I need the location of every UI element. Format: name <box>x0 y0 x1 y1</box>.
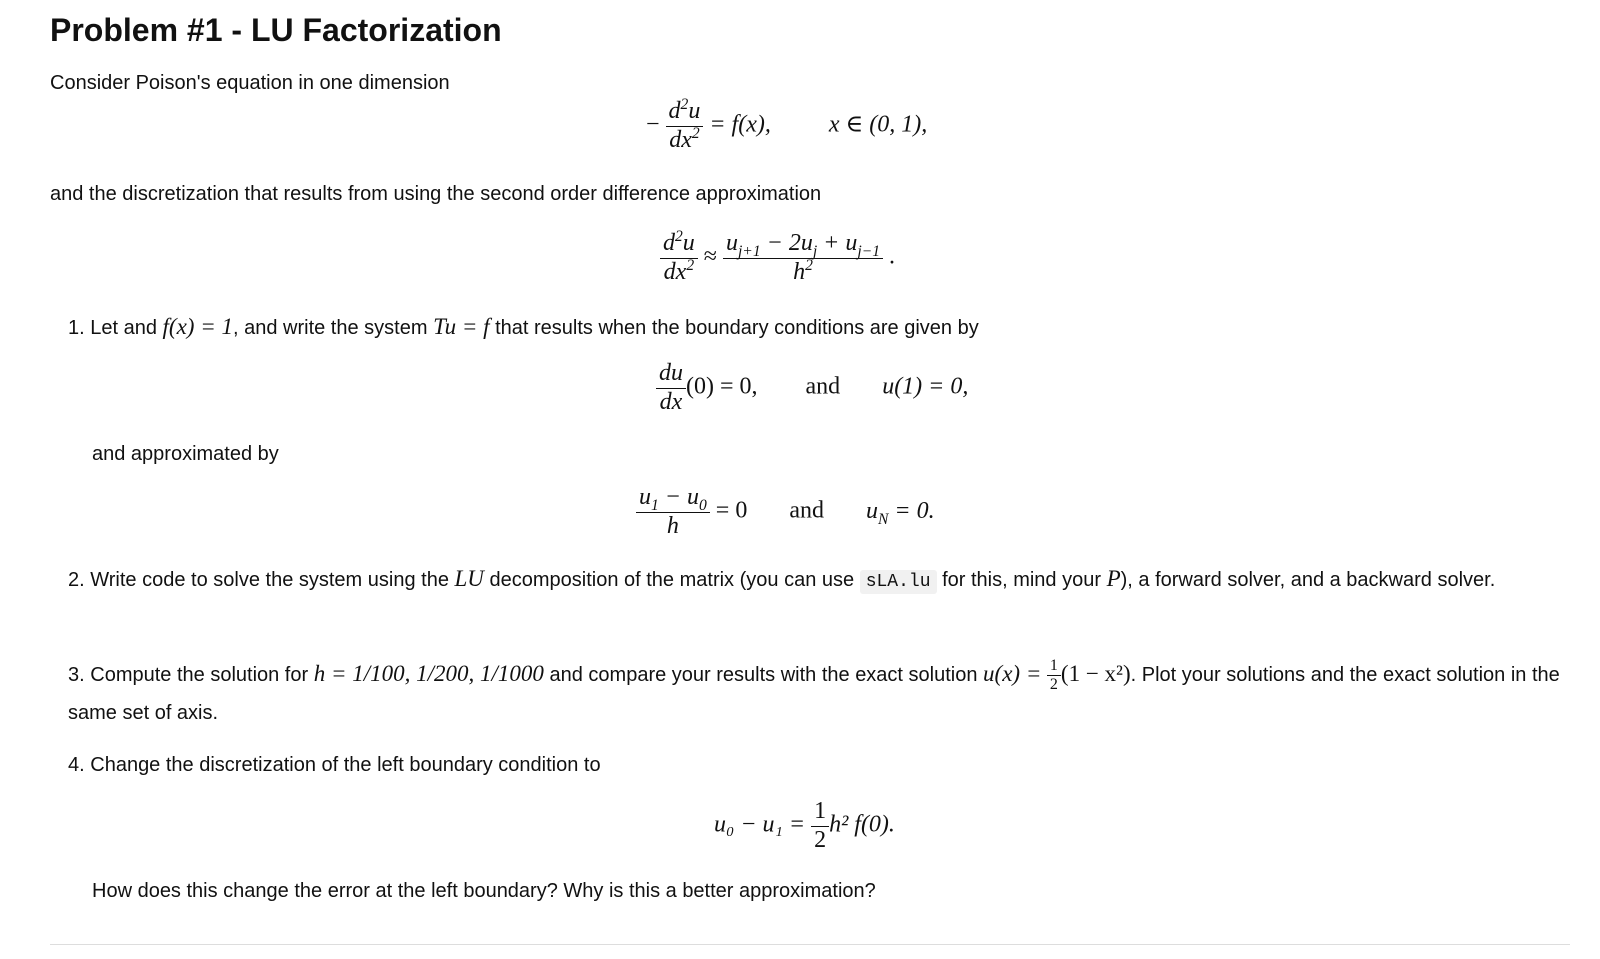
intro-text: Consider Poison's equation in one dimension <box>50 72 450 94</box>
code-snippet: sLA.lu <box>860 570 937 594</box>
approx-symbol: ≈ <box>703 243 717 270</box>
eq4-lhs: u₀ − u₁ = <box>714 811 806 838</box>
item-number: 2. <box>68 569 85 591</box>
item-2 <box>68 564 1568 597</box>
inline-math: Tu = f <box>433 314 490 339</box>
modified-boundary-equation <box>714 798 895 854</box>
lhs-derivative-fraction: $\frac{d^2u}{dx^2}$ <box>660 230 698 286</box>
forward-difference-fraction: $\frac{u_1 - u_0}{h}$ <box>636 484 710 540</box>
bc2-left: = 0 <box>715 497 748 524</box>
difference-fraction: $\frac{u_{j+1} - 2u_j + u_{j-1}}{h^2}$ <box>723 230 883 286</box>
item-text: Compute the solution for <box>90 664 309 686</box>
item-number: 4. <box>68 754 85 776</box>
item-text: ), a forward solver, and a backward solver. <box>1120 569 1496 591</box>
bc2-right: $u_N = 0$. <box>866 497 935 528</box>
poisson-rhs: = f(x), <box>709 111 771 138</box>
item-number: 1. <box>68 317 85 339</box>
inline-math: h = 1/100, 1/200, 1/1000 <box>313 661 544 686</box>
item-number: 3. <box>68 664 85 686</box>
item-text: Let and <box>90 317 157 339</box>
inline-math: u(x) = <box>983 661 1042 686</box>
item-text: for this, mind your <box>942 569 1102 591</box>
half-fraction: $\frac{1}{2}$ <box>1047 657 1061 695</box>
and-word: and <box>789 497 824 524</box>
divider <box>50 944 1570 945</box>
du-dx-fraction: $\frac{du}{dx}$ <box>656 360 686 416</box>
second-derivative-fraction: $\frac{d^2u}{dx^2}$ <box>666 98 704 154</box>
inline-math: (1 − x²) <box>1060 661 1131 686</box>
and-word: and <box>805 373 841 400</box>
item-3 <box>68 656 1568 731</box>
item-text: decomposition of the matrix (you can use <box>489 569 855 591</box>
bc-right: u(1) = 0, <box>882 373 969 400</box>
item-text: and compare your results with the exact solution <box>549 664 978 686</box>
item-text: Write code to solve the system using the <box>90 569 449 591</box>
approximated-label: and approximated by <box>92 443 279 465</box>
poisson-domain: x ∈ (0, 1), <box>828 111 928 138</box>
poisson-equation: − $\frac{d^2u}{dx^2}$ = f(x), x ∈ (0, 1), <box>646 96 928 153</box>
inline-math: LU <box>454 566 484 591</box>
discretization-text: and the discretization that results from using the second order difference approximation <box>50 183 822 205</box>
discrete-boundary-conditions <box>636 484 935 540</box>
equation-period: . <box>889 243 896 270</box>
question-text: How does this change the error at the left boundary? Why is this a better approximation? <box>92 880 876 902</box>
boundary-conditions <box>656 360 968 416</box>
bc-left: (0) = 0, <box>686 373 758 400</box>
item-text: that results when the boundary conditions are given by <box>495 317 979 339</box>
one-half-fraction: $\frac{1}{2}$ <box>811 798 829 854</box>
item-1 <box>68 314 979 340</box>
item-4 <box>68 754 601 777</box>
item-text: . Plot your solutions and the exact solution in the same set of axis. <box>68 664 1560 724</box>
eq4-rhs: h² f(0). <box>829 811 895 838</box>
problem-title: Problem #1 - LU Factorization <box>50 12 502 48</box>
inline-math: P <box>1106 566 1121 591</box>
inline-math: f(x) = 1 <box>162 314 233 339</box>
difference-approximation <box>660 230 895 286</box>
item-text: , and write the system <box>232 317 428 339</box>
item-text: Change the discretization of the left boundary condition to <box>90 754 601 776</box>
